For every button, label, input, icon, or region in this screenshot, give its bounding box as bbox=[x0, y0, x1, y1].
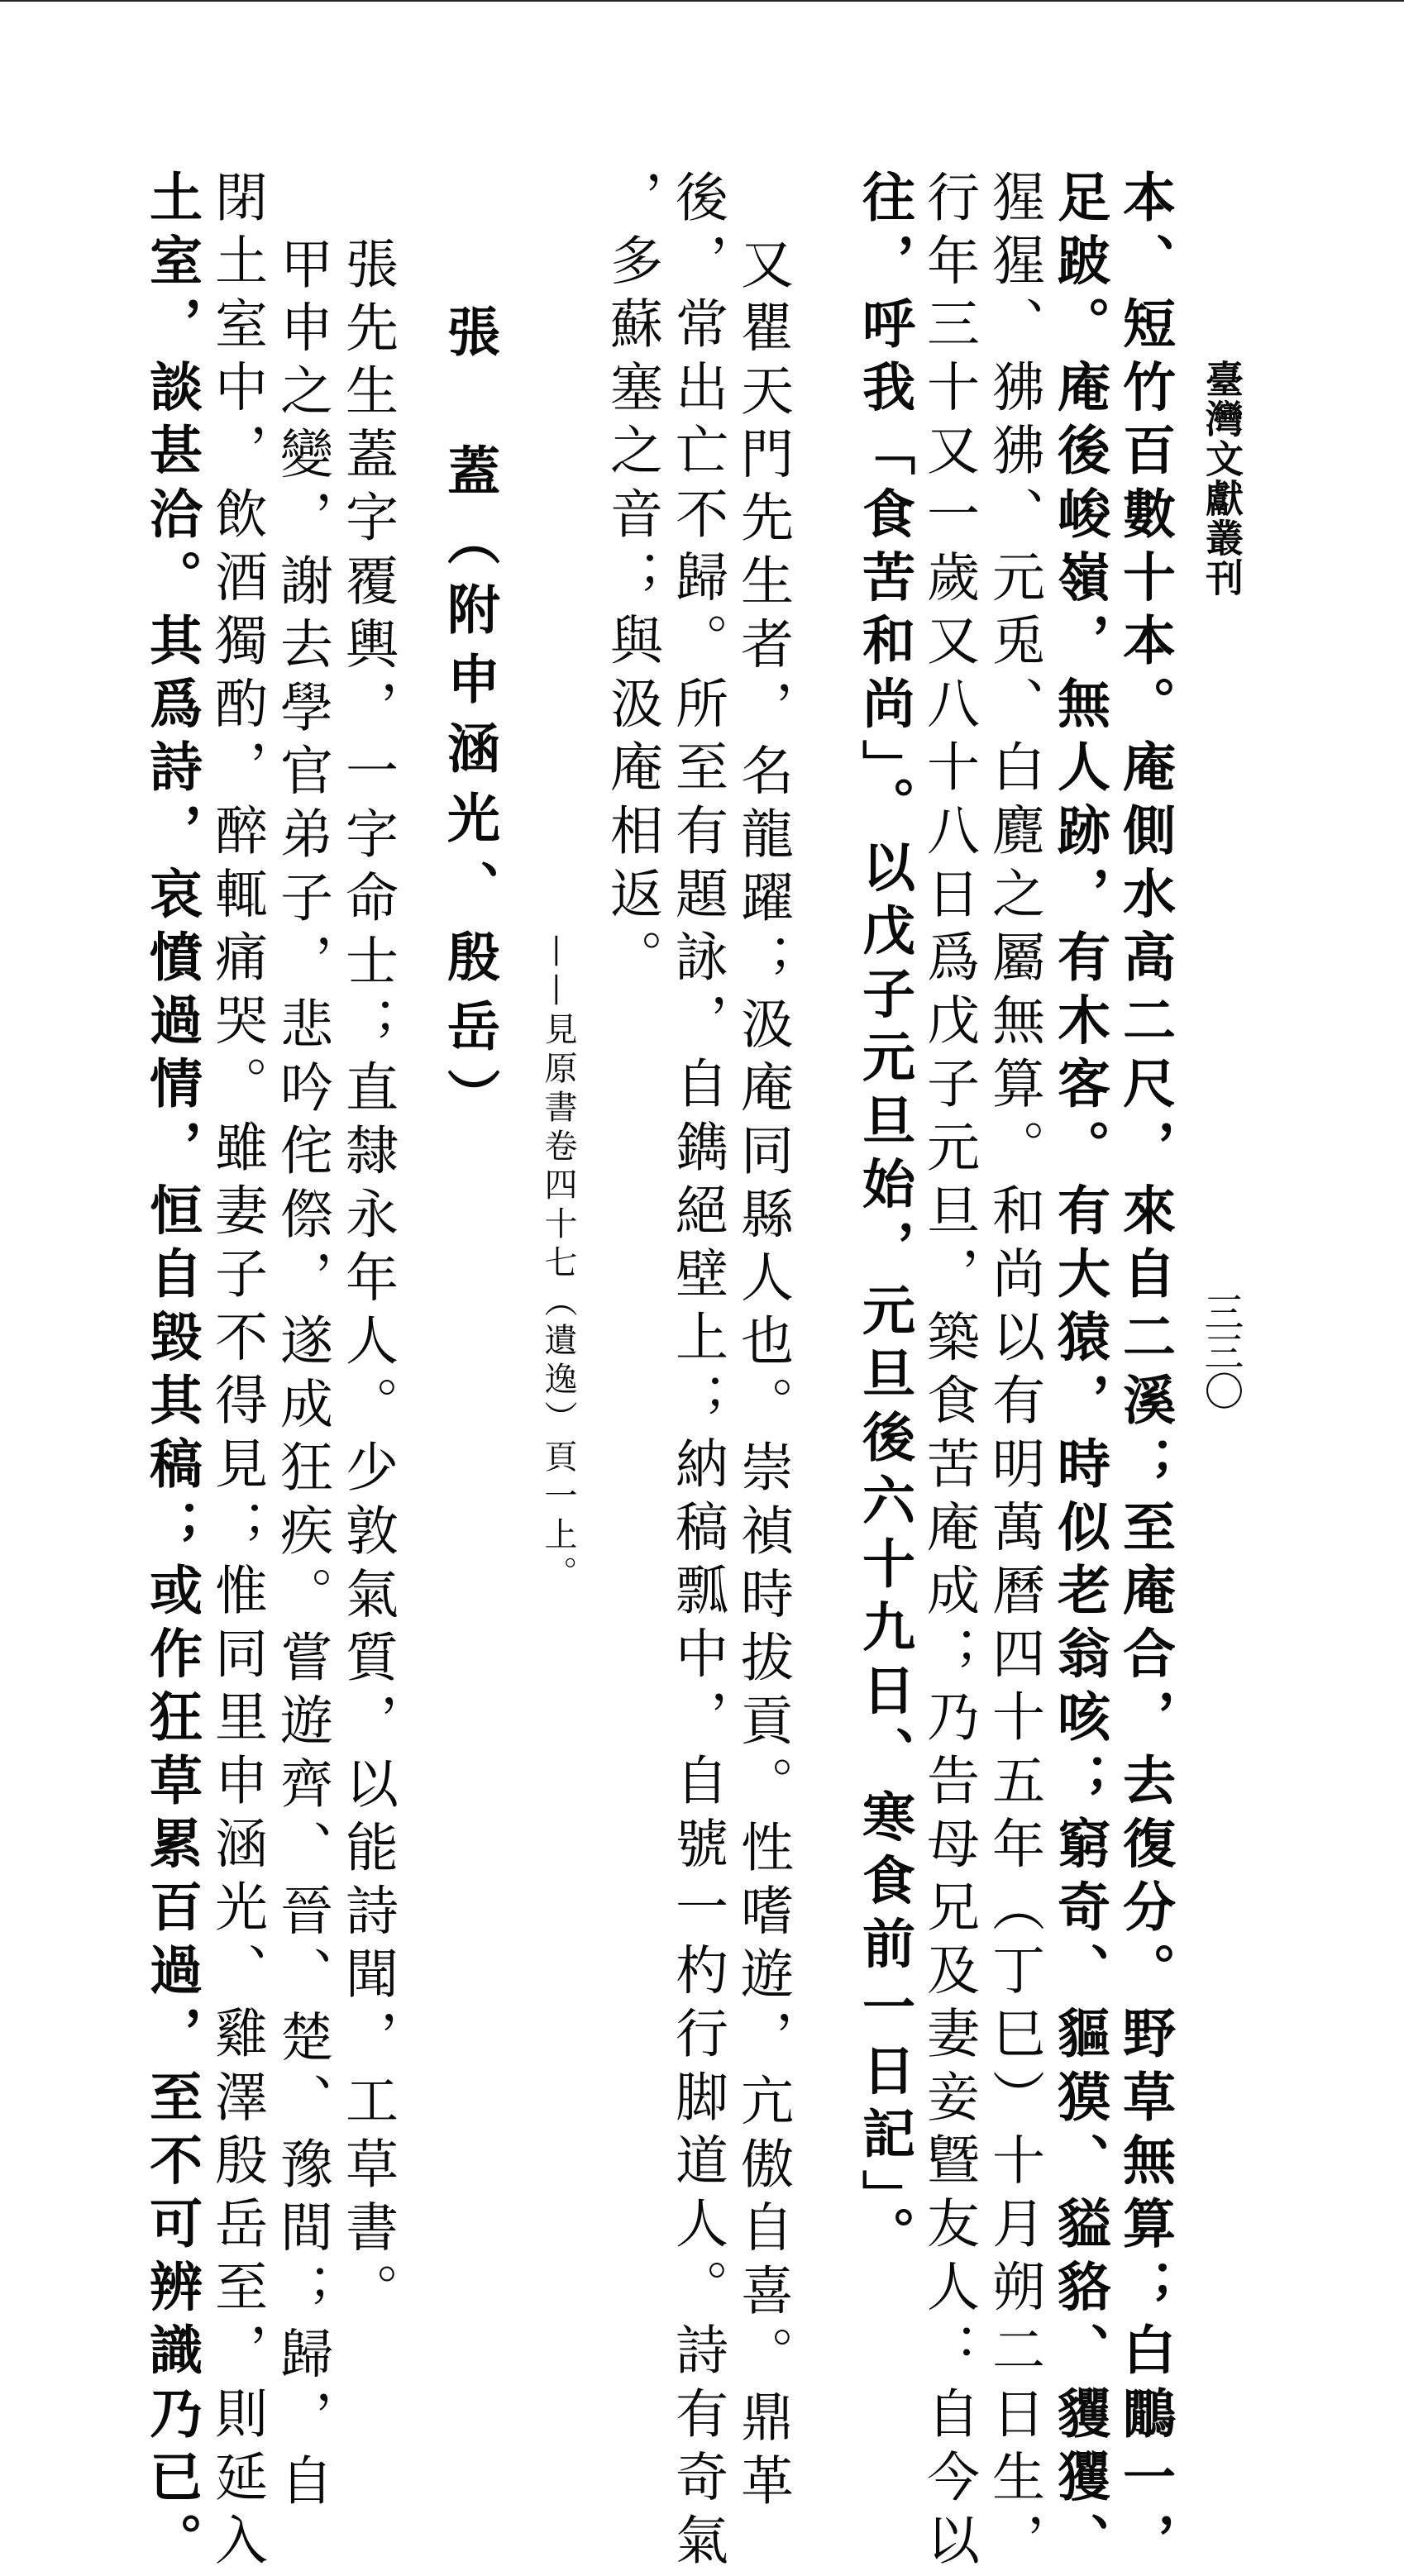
text-column-12: 閉土室中，飲酒獨酌，醉輒痛哭。雖妻子不得見；惟同里申涵光、雞澤殷岳至，則延入 bbox=[206, 169, 267, 2576]
text-column-2: 足跛。庵後峻嶺，無人跡，有木客。有大猿，時似老翁咳；窮奇、貙獏、貖貉、貜玃、 bbox=[1048, 169, 1110, 2576]
page-number: 三三〇 bbox=[1197, 1291, 1244, 1410]
text-column-7: 後，常出亡不歸。所至有題詠，自鐫絕壁上；納稿瓢中，自號一杓行脚道人。詩有奇氣 bbox=[666, 169, 728, 2576]
text-column-8: ，多蘇塞之音；與汲庵相返。 bbox=[601, 169, 662, 993]
section-heading: 張 蓋（附申涵光、殷岳） bbox=[438, 304, 500, 1138]
text-column-1: 本、短竹百數十本。庵側水高二尺，來自二溪；至庵合，去復分。野草無算；白鷳一， bbox=[1114, 169, 1176, 2576]
text-column-13: 土室，談甚洽。其爲詩，哀憤過情，恒自毀其稿；或作狂草累百過，至不可辨識乃已。 bbox=[141, 169, 203, 2576]
text-column-4: 行年三十又一歲又八十八日爲戊子元旦，築食苦庵成；乃告母兄及妻妾曁友人：自今以 bbox=[918, 169, 979, 2576]
running-header: 臺灣文獻叢刊 bbox=[1200, 360, 1244, 598]
text-column-3: 猩猩、狒狒、元兎、白麑之屬無算。和尚以有明萬曆四十五年（丁巳）十月朔二日生， bbox=[983, 169, 1044, 2576]
text-column-11: 甲申之變，謝去學官弟子，悲吟侘傺，遂成狂疾。嘗遊齊、晉、楚、豫間；歸，自 bbox=[271, 236, 332, 2516]
top-border bbox=[0, 0, 1404, 2]
text-column-5: 往，呼我「食苦和尚」。以戊子元旦始，元旦後六十九日、寒食前一日記」。 bbox=[853, 169, 915, 2270]
text-column-10: 張先生蓋字覆輿，一字命士；直隸永年人。少敦氣質，以能詩聞，工草書。 bbox=[337, 236, 398, 2326]
source-citation: ——見原書卷四十七（遺逸）頁一上。 bbox=[539, 934, 577, 1595]
text-column-6: 又瞿天門先生者，名龍躍；汲庵同縣人也。崇禎時拔貢。性嗜遊，亢傲自喜。鼎革 bbox=[732, 236, 793, 2516]
